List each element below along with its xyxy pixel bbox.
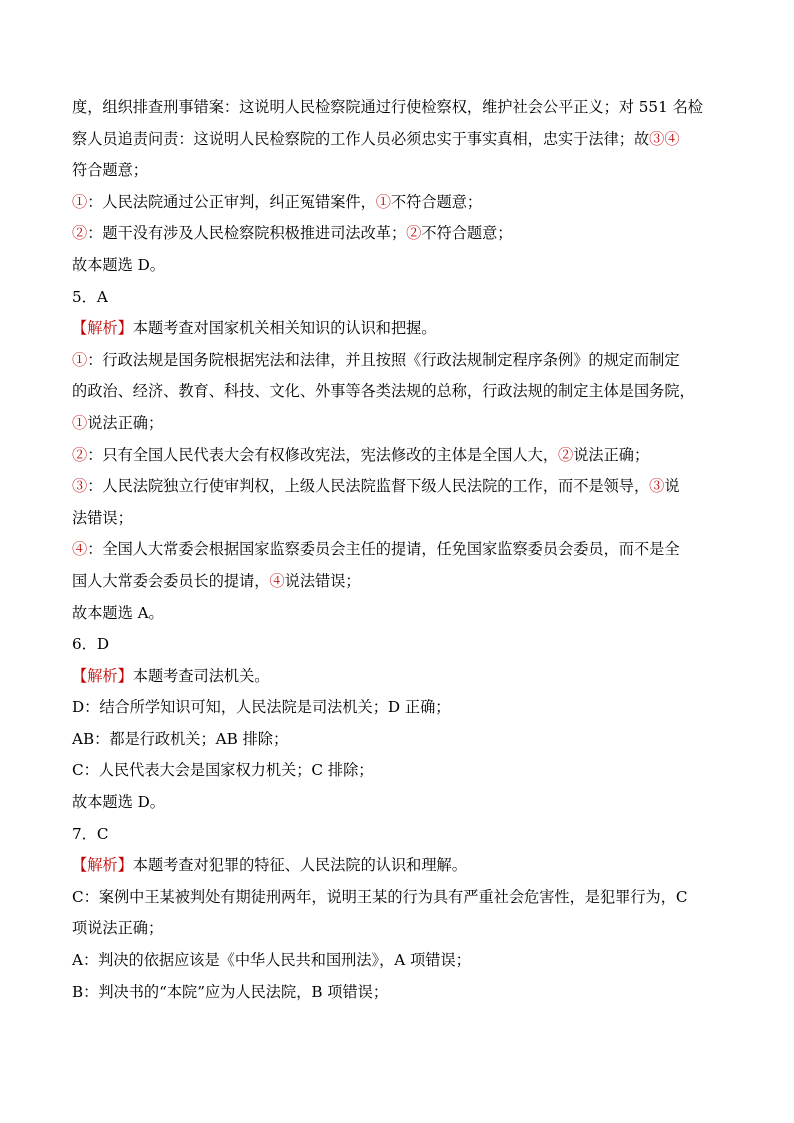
text-segment: ：人民法院独立行使审判权，上级人民法院监督下级人民法院的工作，而不是领导， (87, 477, 650, 496)
text-line (72, 345, 722, 377)
text-segment: 本题考查对犯罪的特征、人民法院的认识和理解。 (132, 856, 467, 875)
text-segment: 符合题意； (72, 161, 148, 180)
text-line (72, 282, 722, 314)
text-line (72, 187, 722, 219)
text-segment: AB：都是行政机关；AB 排除； (72, 729, 289, 748)
text-line (72, 124, 722, 156)
text-segment: 说法正确； (573, 445, 650, 464)
text-line (72, 376, 722, 408)
text-segment: ：题干没有涉及人民检察院积极推进司法改革； (87, 224, 407, 243)
highlighted-marker: ② (72, 224, 88, 243)
highlighted-marker: ① (375, 192, 391, 211)
text-line (72, 503, 722, 535)
text-line (72, 440, 722, 472)
text-line (72, 692, 722, 724)
text-segment: 法错误； (72, 508, 133, 527)
text-line (72, 787, 722, 819)
highlighted-marker: ④ (269, 571, 285, 590)
text-segment: 说法正确； (87, 413, 164, 432)
text-segment: ：全国人大常委会根据国家监察委员会主任的提请，任免国家监察委员会委员，而不是全 (87, 540, 680, 559)
text-segment: ：只有全国人民代表大会有权修改宪法，宪法修改的主体是全国人大， (87, 445, 558, 464)
highlighted-marker: ③ (72, 477, 88, 496)
text-line (72, 250, 722, 282)
text-segment: 6．D (72, 635, 110, 654)
text-line (72, 598, 722, 630)
text-segment: 国人大常委会委员长的提请， (72, 571, 270, 590)
highlighted-marker: 【解析】 (72, 319, 133, 338)
text-line (72, 882, 722, 914)
highlighted-marker: 【解析】 (72, 666, 133, 685)
text-segment: B：判决书的“本院”应为人民法院，B 项错误； (72, 982, 389, 1001)
text-line (72, 92, 722, 124)
highlighted-marker: ② (558, 445, 574, 464)
highlighted-marker: ② (72, 445, 88, 464)
text-segment: D：结合所学知识可知，人民法院是司法机关；D 正确； (72, 698, 451, 717)
text-line (72, 661, 722, 693)
text-line (72, 977, 722, 1009)
text-line (72, 218, 722, 250)
text-segment: 察人员追责问责：这说明人民检察院的工作人员必须忠实于事实真相，忠实于法律；故 (72, 129, 650, 148)
text-line (72, 408, 722, 440)
text-line (72, 155, 722, 187)
text-segment: ：行政法规是国务院根据宪法和法律，并且按照《行政法规制定程序条例》的规定而制定 (87, 350, 680, 369)
text-line (72, 566, 722, 598)
text-line (72, 313, 722, 345)
text-line (72, 471, 722, 503)
text-segment: 的政治、经济、教育、科技、文化、外事等各类法规的总称，行政法规的制定主体是国务院， (72, 382, 695, 401)
highlighted-marker: ② (406, 224, 422, 243)
text-line (72, 534, 722, 566)
text-segment: C：案例中王某被判处有期徒刑两年，说明王某的行为具有严重社会危害性，是犯罪行为，C (72, 887, 688, 906)
highlighted-marker: ③④ (649, 129, 680, 148)
highlighted-marker: ① (72, 192, 88, 211)
text-segment: 不符合题意； (421, 224, 513, 243)
highlighted-marker: ① (72, 350, 88, 369)
text-segment: 故本题选 D。 (72, 793, 165, 812)
text-segment: 说法错误； (284, 571, 361, 590)
text-segment: 5．A (72, 287, 108, 306)
text-segment: 说 (664, 477, 680, 496)
text-segment: ：人民法院通过公正审判，纠正冤错案件， (87, 192, 376, 211)
text-segment: 度，组织排查刑事错案：这说明人民检察院通过行使检察权，维护社会公平正义；对 551 名检 (72, 98, 703, 116)
highlighted-marker: ① (72, 413, 88, 432)
text-line (72, 724, 722, 756)
text-segment: 7．C (72, 824, 109, 843)
answer-explanation-text (72, 92, 722, 1008)
text-segment: 不符合题意； (390, 192, 483, 211)
text-segment: 本题考查司法机关。 (132, 666, 270, 685)
text-segment: 本题考查对国家机关相关知识的认识和把握。 (132, 319, 437, 338)
text-segment: C：人民代表大会是国家权力机关；C 排除； (72, 761, 374, 780)
text-line (72, 755, 722, 787)
text-line (72, 850, 722, 882)
text-line (72, 913, 722, 945)
text-segment: 故本题选 A。 (72, 603, 164, 622)
text-line (72, 819, 722, 851)
text-line (72, 945, 722, 977)
highlighted-marker: 【解析】 (72, 856, 133, 875)
text-segment: A：判决的依据应该是《中华人民共和国刑法》，A 项错误； (72, 951, 471, 970)
text-line (72, 629, 722, 661)
text-segment: 项说法正确； (72, 919, 164, 938)
highlighted-marker: ③ (649, 477, 665, 496)
text-segment: 故本题选 D。 (72, 255, 165, 274)
highlighted-marker: ④ (72, 540, 88, 559)
